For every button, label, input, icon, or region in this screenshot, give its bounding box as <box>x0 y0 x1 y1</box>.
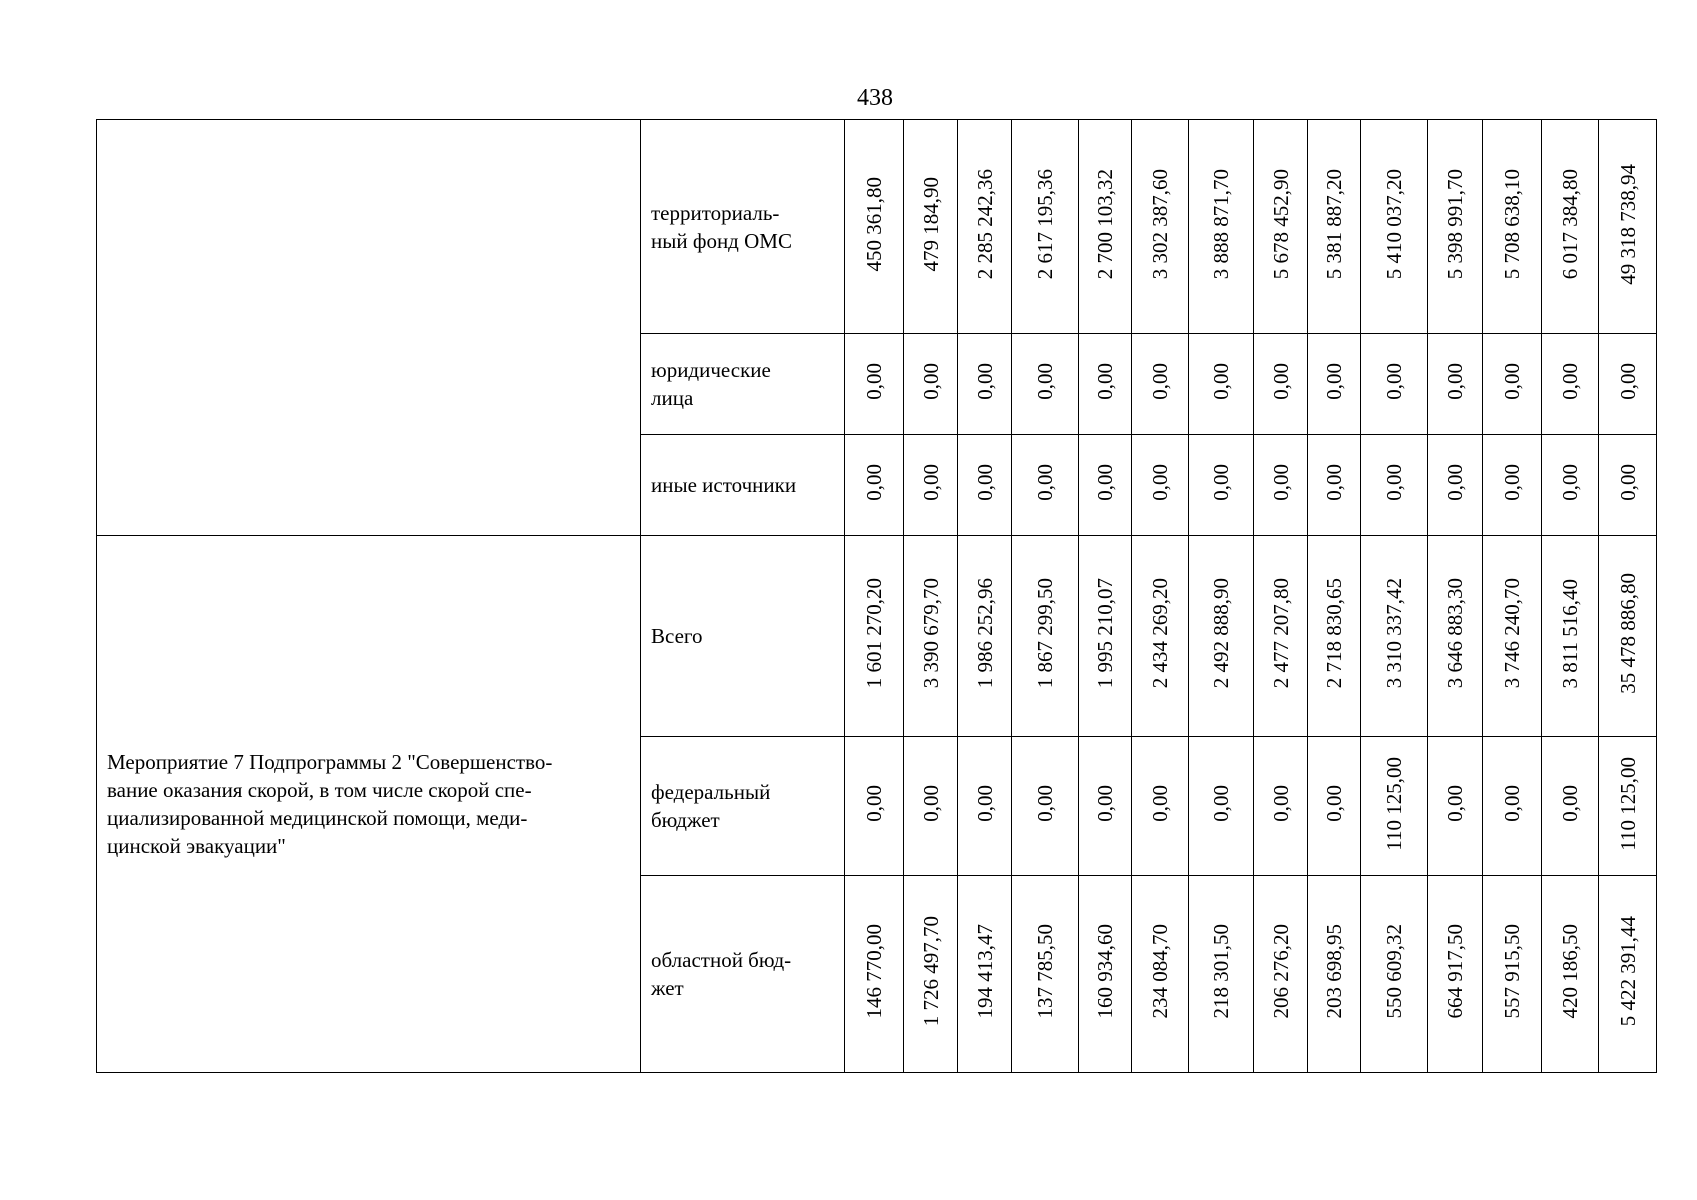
value-text: 0,00 <box>862 363 886 400</box>
value-text: 0,00 <box>1500 363 1524 400</box>
value-text: 5 708 638,10 <box>1500 168 1524 280</box>
value-text: 0,00 <box>1615 363 1640 400</box>
year-value-cell <box>1308 876 1361 1073</box>
year-value-cell <box>1428 737 1483 876</box>
value-text: 110 125,00 <box>1615 756 1640 851</box>
funding-source-cell: Всего <box>641 536 845 737</box>
value-text: 1 986 252,96 <box>972 578 997 689</box>
year-value-cell <box>845 334 904 435</box>
funding-source-cell: федеральный бюджет <box>641 737 845 876</box>
year-value-cell <box>904 876 958 1073</box>
year-value-cell <box>1308 536 1361 737</box>
year-value-cell <box>845 435 904 536</box>
year-value-cell <box>904 120 958 334</box>
year-value-cell <box>1132 120 1189 334</box>
value-text: 194 413,47 <box>972 924 997 1019</box>
value-text: 0,00 <box>1148 785 1172 822</box>
year-value-cell <box>1012 120 1079 334</box>
event-name-cell <box>97 120 641 536</box>
year-value-cell <box>958 737 1012 876</box>
year-value-cell <box>845 120 904 334</box>
value-text: 5 678 452,90 <box>1268 168 1293 280</box>
year-value-cell <box>1308 435 1361 536</box>
value-text: 0,00 <box>1033 363 1057 400</box>
year-value-cell <box>1079 737 1132 876</box>
year-value-cell <box>958 120 1012 334</box>
value-text: 0,00 <box>862 464 886 501</box>
year-value-cell <box>845 737 904 876</box>
year-value-cell <box>1079 334 1132 435</box>
value-text: 0,00 <box>1443 464 1467 501</box>
year-value-cell <box>1189 876 1254 1073</box>
value-text: 0,00 <box>972 464 997 501</box>
year-value-cell <box>1079 435 1132 536</box>
value-text: 0,00 <box>1500 785 1524 822</box>
value-text: 0,00 <box>1209 464 1233 501</box>
year-value-cell <box>1361 536 1428 737</box>
year-value-cell <box>1428 876 1483 1073</box>
funding-source-cell: территориаль- ный фонд ОМС <box>641 120 845 334</box>
value-text: 5 398 991,70 <box>1443 168 1467 280</box>
year-value-cell <box>1254 737 1308 876</box>
year-value-cell <box>904 334 958 435</box>
value-text: 0,00 <box>1093 464 1117 501</box>
year-value-cell <box>1542 737 1599 876</box>
value-text: 0,00 <box>1558 785 1582 822</box>
value-text: 2 492 888,90 <box>1209 578 1233 689</box>
year-value-cell <box>1483 536 1542 737</box>
value-text: 0,00 <box>1209 363 1233 400</box>
year-value-cell <box>1483 334 1542 435</box>
value-text: 160 934,60 <box>1093 924 1117 1019</box>
value-text: 0,00 <box>972 785 997 822</box>
value-text: 0,00 <box>1033 785 1057 822</box>
value-text: 110 125,00 <box>1382 756 1406 851</box>
value-text: 550 609,32 <box>1382 924 1406 1019</box>
value-text: 5 410 037,20 <box>1382 168 1406 280</box>
value-text: 2 434 269,20 <box>1148 578 1172 689</box>
value-text: 0,00 <box>1500 464 1524 501</box>
value-text: 0,00 <box>918 785 943 822</box>
year-value-cell <box>1542 120 1599 334</box>
year-value-cell <box>1308 334 1361 435</box>
value-text: 479 184,90 <box>918 176 943 272</box>
year-value-cell <box>1483 737 1542 876</box>
value-text: 0,00 <box>1268 464 1293 501</box>
year-value-cell <box>958 876 1012 1073</box>
table-row <box>97 120 1657 334</box>
funding-source-cell: юридические лица <box>641 334 845 435</box>
funding-source-cell: областной бюд- жет <box>641 876 845 1073</box>
value-text: 0,00 <box>1093 363 1117 400</box>
value-text: 0,00 <box>1615 464 1640 501</box>
year-value-cell <box>1254 334 1308 435</box>
value-text: 0,00 <box>1033 464 1057 501</box>
year-value-cell <box>958 536 1012 737</box>
value-text: 0,00 <box>1322 785 1346 822</box>
value-text: 420 186,50 <box>1558 924 1582 1019</box>
value-text: 1 867 299,50 <box>1033 578 1057 689</box>
value-text: 5 381 887,20 <box>1322 168 1346 280</box>
value-text: 206 276,20 <box>1268 924 1293 1019</box>
total-value-cell <box>1599 334 1657 435</box>
value-text: 0,00 <box>1322 363 1346 400</box>
year-value-cell <box>1428 536 1483 737</box>
value-text: 450 361,80 <box>862 176 886 272</box>
value-text: 49 318 738,94 <box>1615 163 1640 285</box>
total-value-cell <box>1599 876 1657 1073</box>
value-text: 5 422 391,44 <box>1615 916 1640 1027</box>
event-name-cell: Мероприятие 7 Подпрограммы 2 "Совершенство- вание оказания скорой, в том числе скорой спе- циализированной медицинской помощи, меди- цинской эвакуации" <box>97 536 641 1073</box>
value-text: 3 888 871,70 <box>1209 168 1233 280</box>
funding-source-cell: иные источники <box>641 435 845 536</box>
value-text: 6 017 384,80 <box>1558 168 1582 280</box>
value-text: 557 915,50 <box>1500 924 1524 1019</box>
year-value-cell <box>1012 334 1079 435</box>
year-value-cell <box>1542 536 1599 737</box>
year-value-cell <box>1079 876 1132 1073</box>
year-value-cell <box>1428 334 1483 435</box>
year-value-cell <box>1428 120 1483 334</box>
value-text: 0,00 <box>1093 785 1117 822</box>
year-value-cell <box>1132 435 1189 536</box>
value-text: 0,00 <box>918 363 943 400</box>
value-text: 234 084,70 <box>1148 924 1172 1019</box>
value-text: 0,00 <box>1443 785 1467 822</box>
value-text: 137 785,50 <box>1033 924 1057 1019</box>
value-text: 0,00 <box>1382 363 1406 400</box>
year-value-cell <box>904 737 958 876</box>
year-value-cell <box>1361 435 1428 536</box>
total-value-cell <box>1599 120 1657 334</box>
value-text: 218 301,50 <box>1209 924 1233 1019</box>
year-value-cell <box>1254 435 1308 536</box>
year-value-cell <box>1132 737 1189 876</box>
year-value-cell <box>904 536 958 737</box>
year-value-cell <box>1542 876 1599 1073</box>
value-text: 0,00 <box>1268 785 1293 822</box>
year-value-cell <box>958 334 1012 435</box>
value-text: 2 718 830,65 <box>1322 578 1346 689</box>
value-text: 3 811 516,40 <box>1558 578 1582 689</box>
value-text: 0,00 <box>1148 363 1172 400</box>
year-value-cell <box>1542 435 1599 536</box>
value-text: 0,00 <box>862 785 886 822</box>
value-text: 0,00 <box>1443 363 1467 400</box>
year-value-cell <box>1012 876 1079 1073</box>
year-value-cell <box>1189 536 1254 737</box>
value-text: 664 917,50 <box>1443 924 1467 1019</box>
value-text: 1 995 210,07 <box>1093 578 1117 689</box>
year-value-cell <box>1012 737 1079 876</box>
year-value-cell <box>1308 120 1361 334</box>
value-text: 1 726 497,70 <box>918 916 943 1027</box>
year-value-cell <box>1132 334 1189 435</box>
value-text: 0,00 <box>972 363 997 400</box>
page-number: 438 <box>857 85 893 111</box>
value-text: 0,00 <box>1268 363 1293 400</box>
total-value-cell <box>1599 536 1657 737</box>
year-value-cell <box>1361 334 1428 435</box>
year-value-cell <box>1542 334 1599 435</box>
year-value-cell <box>1189 435 1254 536</box>
year-value-cell <box>1079 120 1132 334</box>
year-value-cell <box>1361 737 1428 876</box>
value-text: 1 601 270,20 <box>862 578 886 689</box>
value-text: 0,00 <box>1322 464 1346 501</box>
year-value-cell <box>1254 120 1308 334</box>
year-value-cell <box>1189 737 1254 876</box>
year-value-cell <box>1132 536 1189 737</box>
year-value-cell <box>1012 435 1079 536</box>
year-value-cell <box>1483 120 1542 334</box>
value-text: 0,00 <box>1558 464 1582 501</box>
year-value-cell <box>1254 536 1308 737</box>
value-text: 3 646 883,30 <box>1443 578 1467 689</box>
total-value-cell <box>1599 737 1657 876</box>
year-value-cell <box>1308 737 1361 876</box>
year-value-cell <box>1361 120 1428 334</box>
value-text: 3 302 387,60 <box>1148 168 1172 280</box>
year-value-cell <box>1189 120 1254 334</box>
year-value-cell <box>1483 435 1542 536</box>
value-text: 3 390 679,70 <box>918 578 943 689</box>
year-value-cell <box>1079 536 1132 737</box>
value-text: 0,00 <box>918 464 943 501</box>
year-value-cell <box>845 536 904 737</box>
value-text: 3 746 240,70 <box>1500 578 1524 689</box>
year-value-cell <box>1189 334 1254 435</box>
value-text: 0,00 <box>1558 363 1582 400</box>
value-text: 2 700 103,32 <box>1093 168 1117 280</box>
value-text: 3 310 337,42 <box>1382 578 1406 689</box>
year-value-cell <box>1483 876 1542 1073</box>
value-text: 0,00 <box>1148 464 1172 501</box>
value-text: 35 478 886,80 <box>1615 573 1640 694</box>
year-value-cell <box>1361 876 1428 1073</box>
year-value-cell <box>1254 876 1308 1073</box>
value-text: 146 770,00 <box>862 924 886 1019</box>
value-text: 2 617 195,36 <box>1033 168 1057 280</box>
value-text: 203 698,95 <box>1322 924 1346 1019</box>
year-value-cell <box>1132 876 1189 1073</box>
value-text: 2 285 242,36 <box>972 168 997 280</box>
year-value-cell <box>845 876 904 1073</box>
total-value-cell <box>1599 435 1657 536</box>
year-value-cell <box>1012 536 1079 737</box>
year-value-cell <box>904 435 958 536</box>
value-text: 2 477 207,80 <box>1268 578 1293 689</box>
year-value-cell <box>958 435 1012 536</box>
value-text: 0,00 <box>1209 785 1233 822</box>
budget-table <box>96 119 1657 1073</box>
value-text: 0,00 <box>1382 464 1406 501</box>
year-value-cell <box>1428 435 1483 536</box>
table-row <box>97 536 1657 737</box>
